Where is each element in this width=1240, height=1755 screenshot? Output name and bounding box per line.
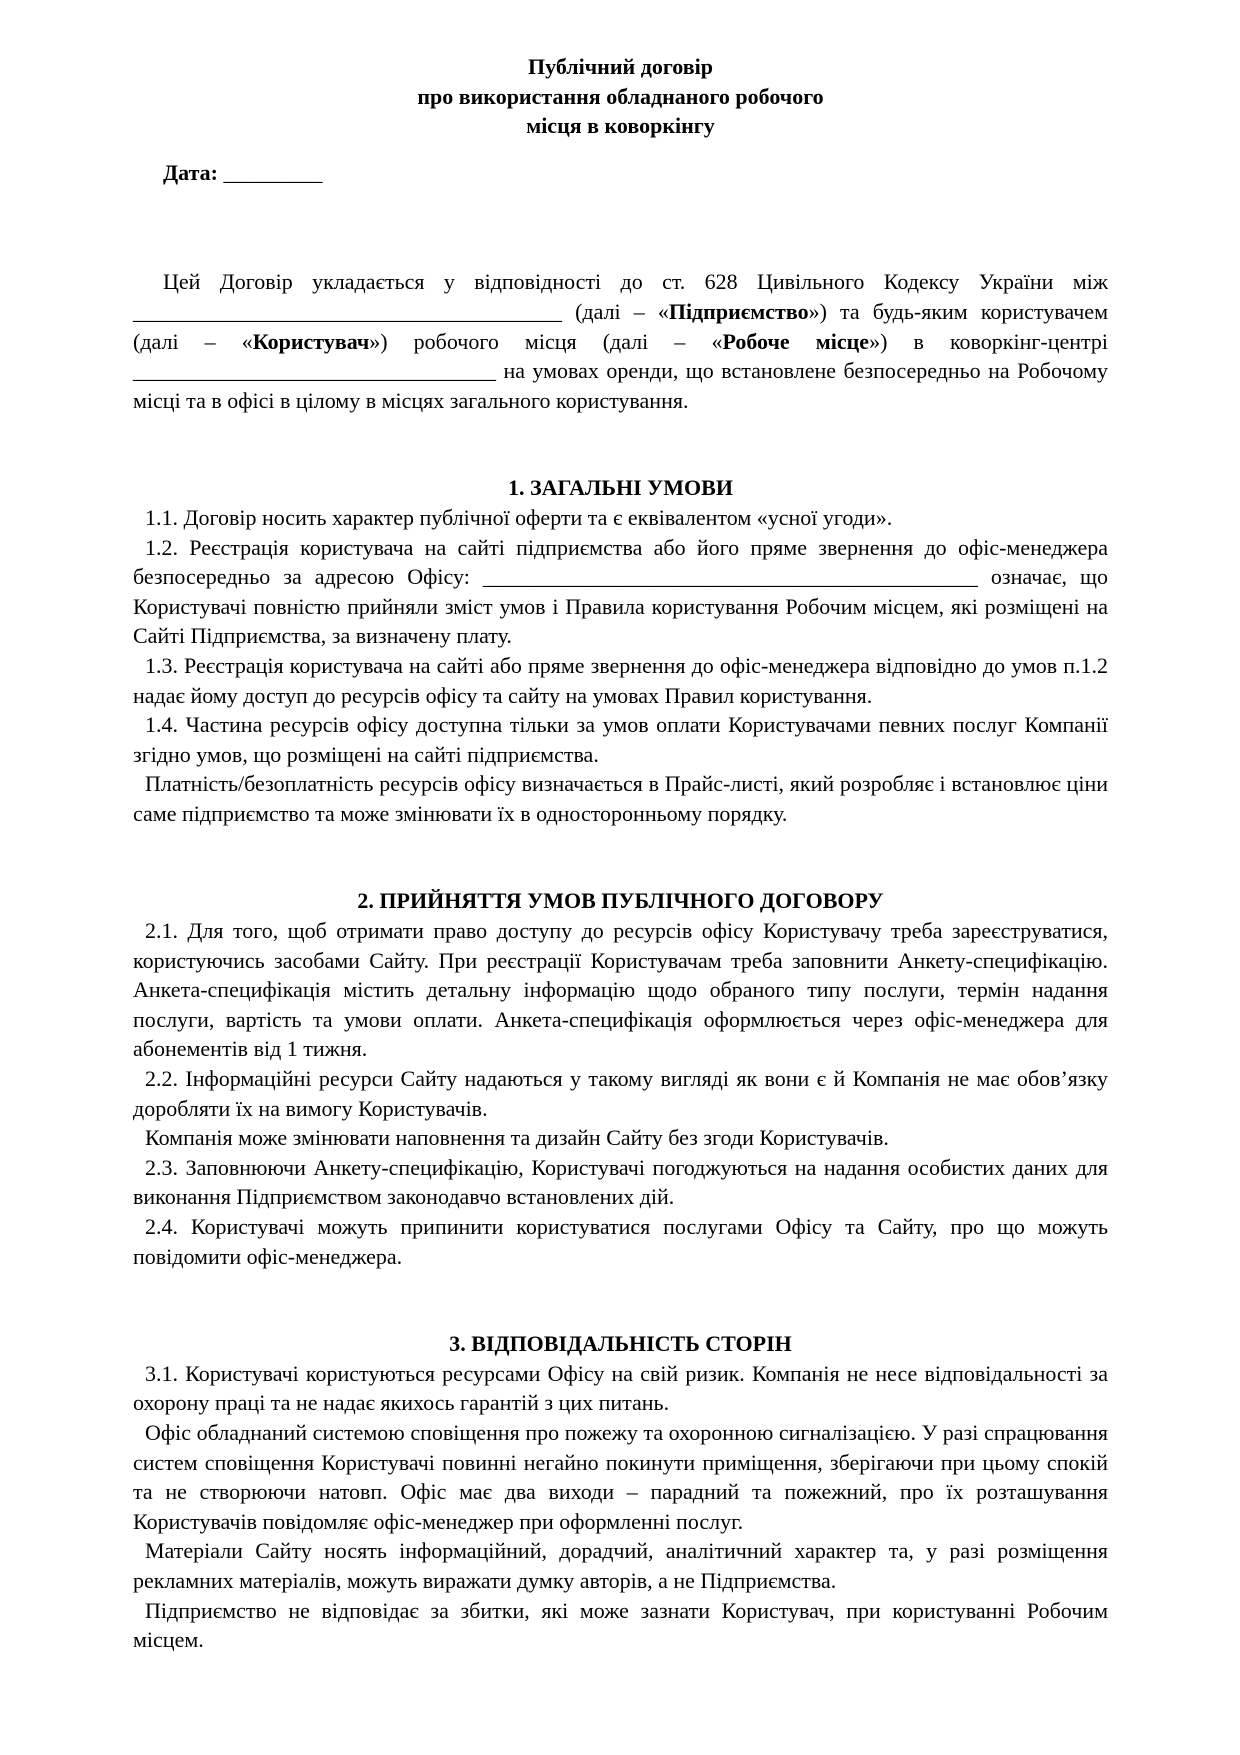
title-line-1: Публічний договір	[528, 54, 713, 79]
intro-text: Цей Договір укладається у відповідності до ст. 628 Цивільного Кодексу України між	[163, 269, 1108, 295]
intro-text: ») та будь-яким користувачем (далі – «	[133, 298, 1108, 354]
clause-1-4: 1.4. Частина ресурсів офісу доступна тільки за умов оплати Користувачами певних послуг Компанії згідно умов, що розміщені на сайті підприємства.	[133, 712, 1108, 767]
clause-1-2: 1.2. Реєстрація користувача на сайті підприємства або його пряме звернення до офіс-менеджера безпосередньо за адресою Офісу: _____________________________________________ означає, що Користувачі повністю прийняли зміст умов і Правила користування Робочим місцем, які розміщені на Сайті Підприємства, за визначену плату.	[133, 534, 1108, 649]
term-korystuvach: Користувач	[252, 328, 370, 354]
intro-text: на умовах оренди, що встановлене безпосередньо на Робочому місці та в офісі в цілому в місцях загального користування.	[133, 358, 1108, 413]
clause-2-2-note: Компанія може змінювати наповнення та дизайн Сайту без згоди Користувачів.	[145, 1125, 889, 1151]
clause-3-1: 3.1. Користувачі користуються ресурсами Офісу на свій ризик. Компанія не несе відповідальності за охорону праці та не надає якихось гарантій з цих питань.	[133, 1360, 1108, 1416]
clause-2-4: 2.4. Користувачі можуть припинити користуватися послугами Офісу та Сайту, про що можуть повідомити офіс-менеджера.	[133, 1214, 1108, 1269]
document-title	[133, 52, 1108, 141]
company-name-blank: _______________________________________	[133, 298, 562, 324]
clause-2-2: 2.2. Інформаційні ресурси Сайту надаються у такому вигляді як вони є й Компанія не має обов’язку доробляти їх на вимогу Користувачів.	[133, 1066, 1108, 1121]
clause-3-1-note-materials: Матеріали Сайту носять інформаційний, дорадчий, аналітичний характер та, у разі розміщення рекламних матеріалів, можуть виражати думку авторів, а не Підприємства.	[133, 1538, 1108, 1593]
title-line-3: місця в коворкінгу	[526, 113, 715, 139]
clause-2-1: 2.1. Для того, щоб отримати право доступу до ресурсів офісу Користувачу треба зареєструватися, користуючись засобами Сайту. При реєстрації Користувачам треба заповнити Анкету-специфікацію. Анкета-специфікація містить детальну інформацію щодо обраного типу послуги, термін надання послуги, вартість та умови оплати. Анкета-специфікація оформлюється через офіс-менеджера для абонементів від 1 тижня.	[133, 918, 1108, 1062]
date-label: Дата:	[163, 159, 218, 185]
date-blank-field: _________	[217, 159, 323, 185]
date-line	[133, 158, 1108, 188]
clause-3-1-note-liability: Підприємство не відповідає за збитки, які може зазнати Користувач, при користуванні Робочим місцем.	[133, 1597, 1108, 1653]
clause-1-1: 1.1. Договір носить характер публічної оферти та є еквівалентом «усної угоди».	[145, 504, 893, 530]
coworking-address-blank: _________________________________	[133, 358, 496, 384]
term-roboche-mistse: Робоче місце	[722, 328, 870, 354]
clause-2-3: 2.3. Заповнюючи Анкету-специфікацію, Користувачі погоджуються на надання особистих даних для виконання Підприємством законодавчо встановлених дій.	[133, 1154, 1108, 1210]
clause-1-3: 1.3. Реєстрація користувача на сайті або пряме звернення до офіс-менеджера відповідно до умов п.1.2 надає йому доступ до ресурсів офісу та сайту на умовах Правил користування.	[133, 652, 1108, 708]
section-1-heading: 1. ЗАГАЛЬНІ УМОВИ	[508, 475, 733, 501]
clause-1-4-note: Платність/безоплатність ресурсів офісу визначається в Прайс-листі, який розробляє і встановлює ціни саме підприємство та може змінювати їх в односторонньому порядку.	[133, 771, 1108, 826]
section-2-heading: 2. ПРИЙНЯТТЯ УМОВ ПУБЛІЧНОГО ДОГОВОРУ	[357, 888, 884, 914]
clause-3-1-note-fire: Офіс обладнаний системою сповіщення про пожежу та охоронною сигналізацією. У разі спрацювання систем сповіщення Користувачі повинні негайно покинути приміщення, зберігаючи при цьому спокій та не створюючи натовп. Офіс має два виходи – парадний та пожежний, про їх розташування Користувачів повідомляє офіс-менеджер при оформленні послуг.	[133, 1419, 1108, 1534]
term-pidpryiemstvo: Підприємство	[668, 298, 809, 324]
intro-paragraph	[133, 267, 1108, 415]
intro-text: (далі – «	[562, 298, 669, 324]
intro-text: ») в коворкінг-центрі	[869, 328, 1108, 354]
intro-text: ») робочого місця (далі – «	[369, 328, 723, 354]
title-line-2: про використання обладнаного робочого	[417, 83, 824, 109]
section-3-heading: 3. ВІДПОВІДАЛЬНІСТЬ СТОРІН	[449, 1331, 792, 1357]
